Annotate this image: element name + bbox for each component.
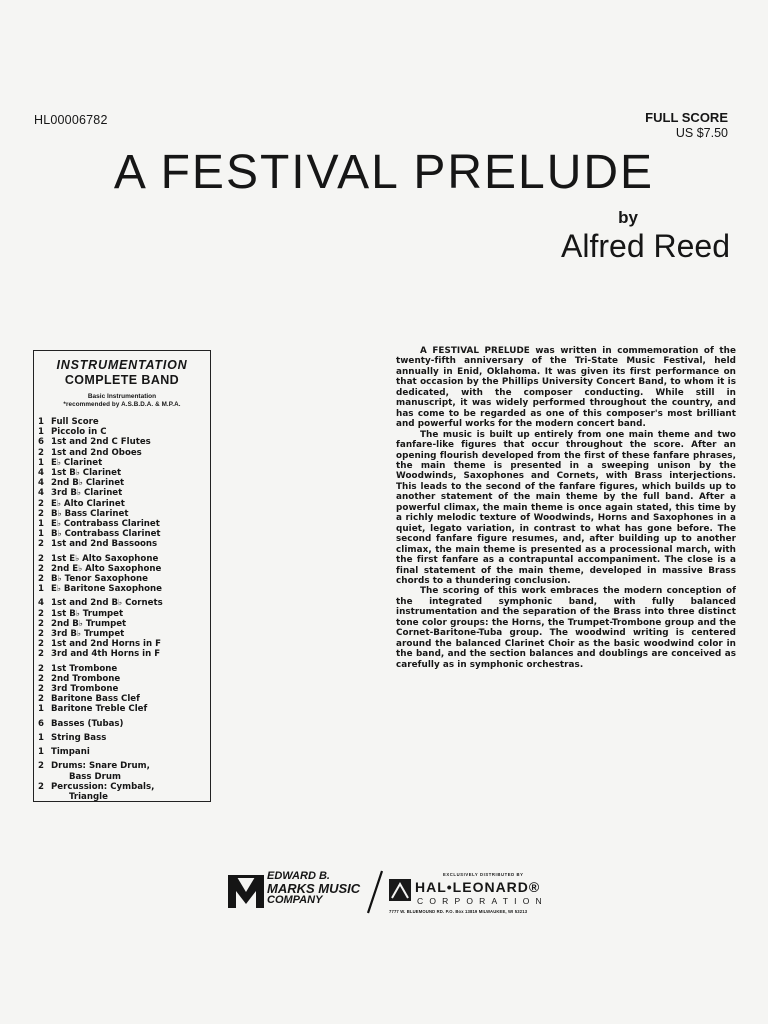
instrument-name: 1st and 2nd Bassoons xyxy=(51,539,158,550)
page-title: A FESTIVAL PRELUDE xyxy=(113,146,655,199)
instrument-qty: 2 xyxy=(38,639,44,650)
description-text xyxy=(396,346,736,670)
instrument-qty: 2 xyxy=(38,574,44,585)
complete-band-heading: COMPLETE BAND xyxy=(64,373,180,387)
separator-slash xyxy=(366,870,384,914)
description-paragraph: The scoring of this work embraces the modern conception of the integrated symphonic band, with fully balanced instrumentation and the separation of the Brass into three distinct tone color groups: the Horns, the Trumpet-Trombone group and the Cornet-Baritone-Tuba group. The woodwind writing is centered around the balanced Clarinet Choir as the basic woodwind color in the band, and the section balances and doublings are conceived as carefully as in symphonic orchestras. xyxy=(396,586,736,670)
instrument-name: B♭ Bass Clarinet xyxy=(51,508,129,519)
instrument-row xyxy=(38,539,206,549)
marks-m-icon xyxy=(227,874,265,910)
instrument-name: Piccolo in C xyxy=(51,427,107,438)
instrument-row xyxy=(38,772,206,782)
hal-leonard-address: 7777 W. BLUEMOUND RD. P.O. Box 13819 MILWAUKEE, WI 53213 xyxy=(389,909,528,914)
instrument-qty: 4 xyxy=(38,468,44,479)
instrument-qty: 2 xyxy=(38,498,44,509)
instrument-name: E♭ Alto Clarinet xyxy=(51,498,125,509)
composer-name: Alfred Reed xyxy=(561,228,730,264)
instrument-name: E♭ Clarinet xyxy=(51,457,103,468)
instrument-row xyxy=(38,509,206,519)
instrument-qty: 2 xyxy=(38,781,44,792)
instrument-name: 3rd Trombone xyxy=(51,684,119,695)
basic-instrumentation-note: Basic Instrumentation xyxy=(87,393,157,400)
instrumentation-heading: INSTRUMENTATION xyxy=(56,358,188,372)
instrument-row xyxy=(38,529,206,539)
instrument-qty: 2 xyxy=(38,563,44,574)
instrument-row xyxy=(38,782,206,792)
instrument-name: Triangle xyxy=(51,791,108,802)
instrument-row xyxy=(38,468,206,478)
instrument-name: 2nd E♭ Alto Saxophone xyxy=(51,563,162,574)
instrument-row xyxy=(38,554,206,564)
instrument-qty: 2 xyxy=(38,508,44,519)
instrument-row xyxy=(38,649,206,659)
instrument-row xyxy=(38,448,206,458)
instrument-name: 1st and 2nd Horns in F xyxy=(51,639,161,650)
instrument-qty: 4 xyxy=(38,598,44,609)
instrument-name: 1st B♭ Clarinet xyxy=(51,468,122,479)
instrument-name: 1st and 2nd Oboes xyxy=(51,447,142,458)
edward-b-marks-logo xyxy=(227,872,377,914)
instrument-qty: 2 xyxy=(38,663,44,674)
instrument-name: B♭ Tenor Saxophone xyxy=(51,574,148,585)
hal-leonard-corporation: CORPORATION xyxy=(417,896,548,906)
instrument-row xyxy=(38,761,206,771)
marks-wordmark: EDWARD B. MARKS MUSIC COMPANY xyxy=(267,870,361,906)
instrument-row xyxy=(38,639,206,649)
instrument-qty: 2 xyxy=(38,673,44,684)
instrument-name: Full Score xyxy=(51,417,99,427)
instrument-row xyxy=(38,519,206,529)
instrument-row xyxy=(38,478,206,488)
instrumentation-box xyxy=(33,350,211,802)
instrument-name: 3rd and 4th Horns in F xyxy=(51,649,161,660)
instrument-qty: 1 xyxy=(38,747,44,758)
instrument-row xyxy=(38,664,206,674)
instrument-name: Baritone Treble Clef xyxy=(51,704,148,715)
instrument-name: 1st E♭ Alto Saxophone xyxy=(51,553,159,564)
instrument-qty: 2 xyxy=(38,694,44,705)
exclusively-distributed-label: EXCLUSIVELY DISTRIBUTED BY xyxy=(443,872,524,877)
instrument-qty: 6 xyxy=(38,718,44,729)
instrument-qty: 2 xyxy=(38,618,44,629)
instrument-row xyxy=(38,437,206,447)
recommended-note: *recommended by A.S.B.D.A. & M.P.A. xyxy=(63,401,181,408)
instrument-qty: 2 xyxy=(38,649,44,660)
instrument-row xyxy=(38,499,206,509)
instrument-name: E♭ Baritone Saxophone xyxy=(51,584,162,595)
instrument-name: 2nd B♭ Trumpet xyxy=(51,618,127,629)
hal-leonard-name: HAL•LEONARD® xyxy=(415,879,541,895)
instrument-qty xyxy=(38,772,51,782)
instrument-name: Drums: Snare Drum, xyxy=(51,761,150,772)
instrument-row xyxy=(38,792,206,802)
instrument-row xyxy=(38,574,206,584)
instrument-name: 1st and 2nd C Flutes xyxy=(51,437,151,448)
instrument-name: 2nd Trombone xyxy=(51,673,121,684)
instrument-qty: 1 xyxy=(38,529,44,540)
instrument-name: Baritone Bass Clef xyxy=(51,694,140,705)
instrument-name: 1st and 2nd B♭ Cornets xyxy=(51,598,163,609)
instrument-qty: 4 xyxy=(38,478,44,489)
instrument-qty: 4 xyxy=(38,488,44,499)
instrument-qty: 1 xyxy=(38,417,44,427)
instrument-name: 2nd B♭ Clarinet xyxy=(51,478,125,489)
instrument-name: String Bass xyxy=(51,732,107,743)
instrument-name: 3rd B♭ Trumpet xyxy=(51,629,125,640)
instrument-qty: 2 xyxy=(38,447,44,458)
instrument-name: 1st Trombone xyxy=(51,663,118,674)
instrument-name: Basses (Tubas) xyxy=(51,718,124,729)
instrument-name: Timpani xyxy=(51,747,90,758)
instrument-qty xyxy=(38,792,51,802)
instrument-row xyxy=(38,564,206,574)
instrument-qty: 6 xyxy=(38,437,44,448)
instrument-row xyxy=(38,584,206,594)
instrument-qty: 2 xyxy=(38,761,44,772)
instrument-qty: 1 xyxy=(38,457,44,468)
hal-leonard-mark-icon xyxy=(389,879,411,901)
instrument-name: Bass Drum xyxy=(51,771,121,782)
instrument-name: E♭ Contrabass Clarinet xyxy=(51,519,160,530)
instrument-row xyxy=(38,427,206,437)
instrument-row xyxy=(38,747,206,757)
instrument-row xyxy=(38,609,206,619)
instrument-row xyxy=(38,674,206,684)
instrument-row xyxy=(38,598,206,608)
instrument-qty: 2 xyxy=(38,539,44,550)
instrument-name: Percussion: Cymbals, xyxy=(51,781,155,792)
instrument-qty: 2 xyxy=(38,629,44,640)
instrument-name: 3rd B♭ Clarinet xyxy=(51,488,123,499)
by-label: by xyxy=(618,208,638,227)
instrument-qty: 1 xyxy=(38,732,44,743)
instrument-row xyxy=(38,694,206,704)
instrument-qty: 1 xyxy=(38,584,44,595)
instrument-row xyxy=(38,619,206,629)
instrument-row xyxy=(38,684,206,694)
description-paragraph: The music is built up entirely from one main theme and two fanfare-like figures that occur throughout the score. After an opening flourish developed from the first of these fanfare phrases, the main theme is presented in a sweeping unison by the Woodwinds, Saxophones and Cornets, with Brass interjections. This leads to the second of the fanfare figures, which builds up to another statement of the main theme by the full band. After a powerful climax, the main theme is once again stated, this time by a richly melodic texture of Woodwinds, Horns and Saxophones in a quiet, legato variation, in contrast to what has gone before. The second fanfare figure resumes, and, after building up to another climax, the main theme is presented as a processional march, with the first fanfare as a contrapuntal accompaniment. The close is a final statement of the main theme, developed in massive Brass chords to a thundering conclusion. xyxy=(396,429,736,586)
full-score-label: FULL SCORE xyxy=(645,110,728,125)
instrument-qty: 1 xyxy=(38,519,44,530)
instrumentation-list xyxy=(38,417,206,802)
catalog-number: HL00006782 xyxy=(34,113,108,127)
instrument-qty: 1 xyxy=(38,704,44,715)
instrument-row xyxy=(38,704,206,714)
instrument-qty: 2 xyxy=(38,684,44,695)
instrument-name: B♭ Contrabass Clarinet xyxy=(51,529,161,540)
price-label: US $7.50 xyxy=(675,126,728,140)
instrument-name: 1st B♭ Trumpet xyxy=(51,608,124,619)
instrument-row xyxy=(38,417,206,427)
hal-leonard-logo xyxy=(389,872,569,916)
description-paragraph: A FESTIVAL PRELUDE was written in commemoration of the twenty-fifth anniversary of the Tri-State Music Festival, held annually in Enid, Oklahoma. It was given its first performance on that occasion by the Phillips University Concert Band, to whom it is dedicated, with the composer conducting. While still in manuscript, it was widely performed throughout the country, and has come to be regarded as one of this composer's most brilliant and powerful works for the modern concert band. xyxy=(396,346,736,430)
instrument-row xyxy=(38,629,206,639)
instrument-row xyxy=(38,458,206,468)
instrument-qty: 1 xyxy=(38,427,44,438)
instrument-row xyxy=(38,733,206,743)
instrument-qty: 2 xyxy=(38,608,44,619)
instrument-row xyxy=(38,488,206,498)
instrument-row xyxy=(38,719,206,729)
instrument-qty: 2 xyxy=(38,553,44,564)
